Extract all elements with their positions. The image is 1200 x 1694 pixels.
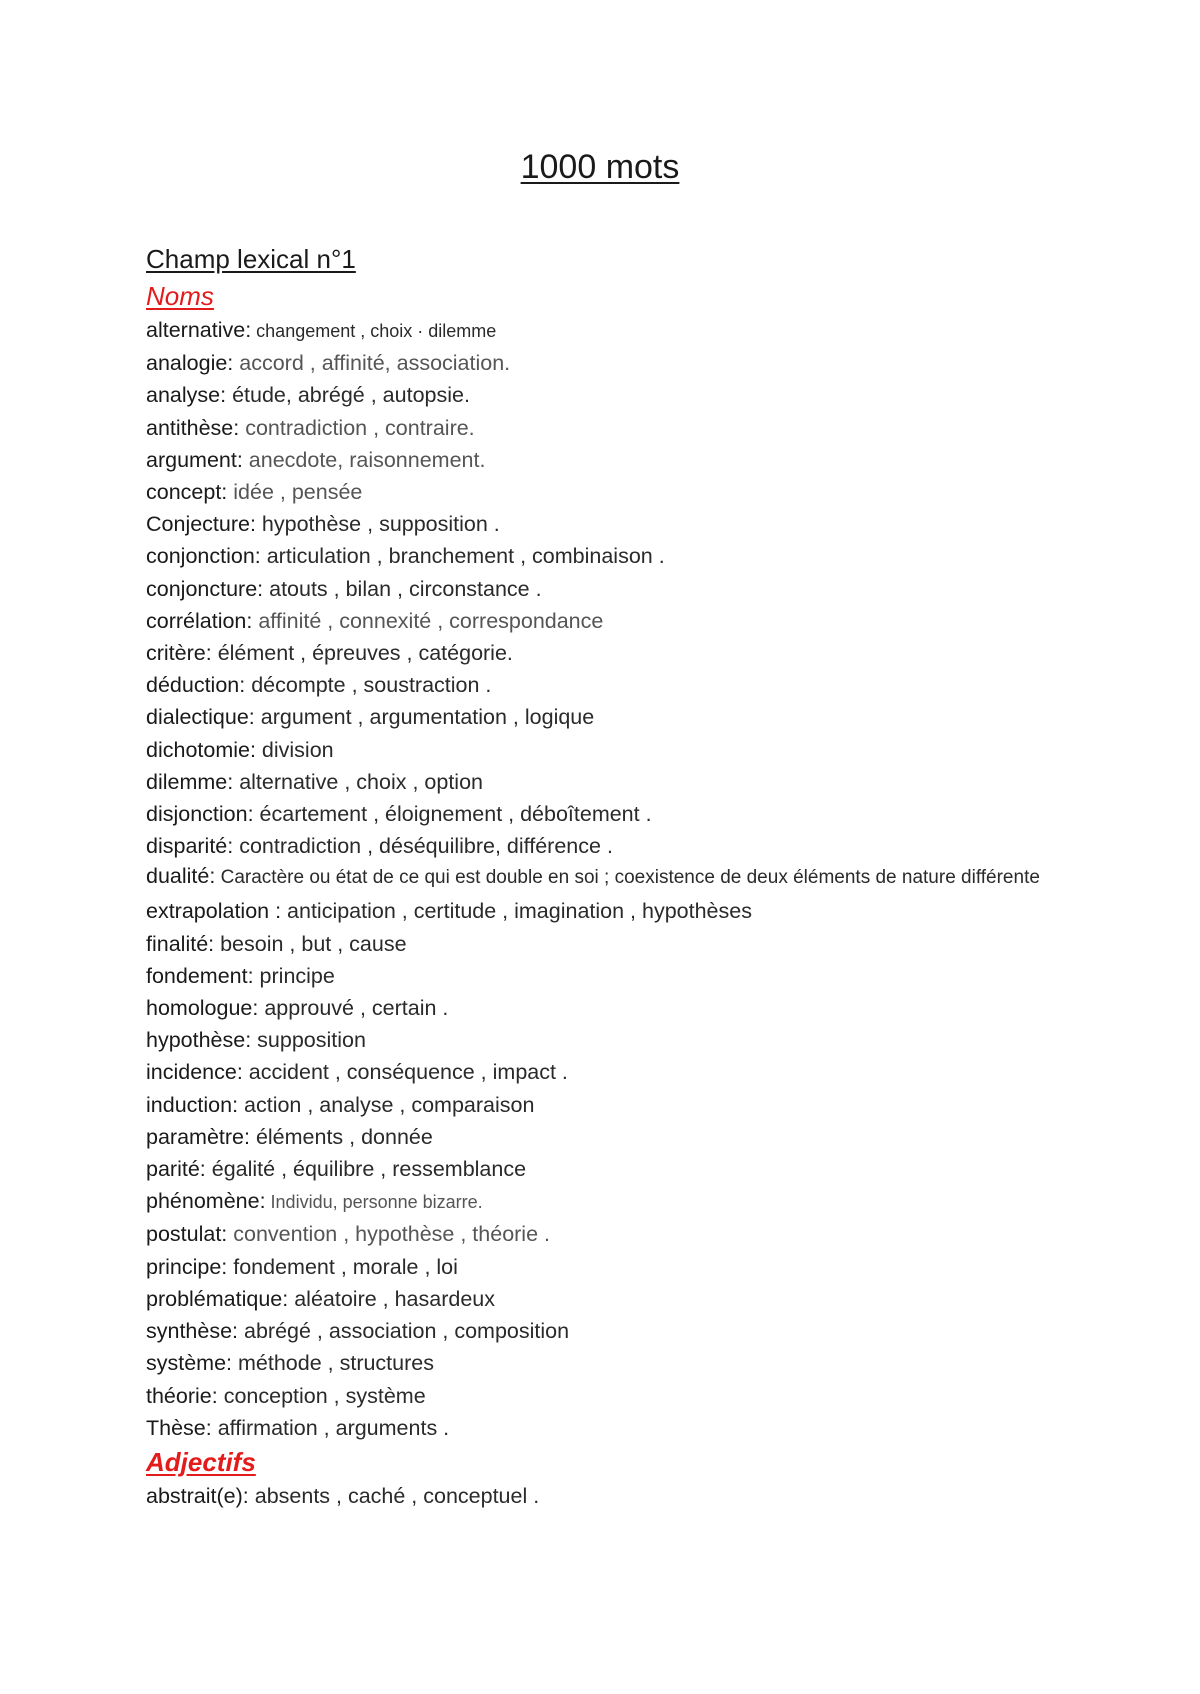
entry-definition: atouts , bilan , circonstance . <box>263 576 542 601</box>
list-item <box>146 1315 1076 1347</box>
entry-term: hypothèse: <box>146 1028 252 1053</box>
entry-definition: division <box>255 737 334 762</box>
entry-term: Conjecture: <box>146 512 256 537</box>
list-item <box>146 830 1076 862</box>
list-item <box>146 798 1076 830</box>
list-item <box>146 347 1076 379</box>
list-item <box>146 508 1076 540</box>
list-item <box>146 734 1076 766</box>
document-body <box>146 242 1076 1512</box>
category-heading-adjectifs: Adjectifs <box>146 1446 256 1477</box>
list-item <box>146 862 1076 895</box>
entry-term: conjoncture: <box>146 576 264 601</box>
entry-definition: méthode , structures <box>232 1351 434 1376</box>
entry-definition: élément , épreuves , catégorie. <box>211 641 513 666</box>
entry-term: postulat: <box>146 1222 228 1247</box>
section-heading: Champ lexical n°1 <box>146 244 356 274</box>
list-item <box>146 1347 1076 1379</box>
entry-definition: Caractère ou état de ce qui est double en soi ; coexistence de deux éléments de nature différente <box>215 867 1040 889</box>
entry-term: argument: <box>146 447 243 472</box>
entry-definition: abrégé , association , composition <box>238 1319 570 1344</box>
entry-term: parité: <box>146 1157 206 1182</box>
entry-term: disparité: <box>146 834 234 859</box>
entry-term: finalité: <box>146 931 215 956</box>
entry-definition: contradiction , contraire. <box>239 415 475 440</box>
entry-term: principe: <box>146 1254 228 1279</box>
entry-definition: éléments , donnée <box>249 1124 433 1149</box>
document-title: 1000 mots <box>520 148 680 186</box>
noms-list <box>146 314 1076 1444</box>
entry-term: analogie: <box>146 351 234 376</box>
entry-definition: affinité , connexité , correspondance <box>252 608 604 633</box>
list-item <box>146 379 1076 411</box>
entry-term: paramètre: <box>146 1124 250 1149</box>
entry-term: critère: <box>146 641 212 666</box>
entry-definition: anecdote, raisonnement. <box>242 447 486 472</box>
entry-definition: supposition <box>251 1028 366 1053</box>
entry-definition: égalité , équilibre , ressemblance <box>205 1157 527 1182</box>
entry-term: alternative: <box>146 318 252 342</box>
list-item <box>146 1089 1076 1121</box>
entry-term: problématique: <box>146 1286 289 1311</box>
entry-term: synthèse: <box>146 1319 239 1344</box>
adjectifs-list <box>146 1480 1076 1512</box>
list-item <box>146 895 1076 927</box>
list-item <box>146 314 1076 347</box>
entry-definition: besoin , but , cause <box>214 931 407 956</box>
entry-term: déduction: <box>146 673 246 698</box>
entry-term: extrapolation : <box>146 899 282 924</box>
entry-definition: contradiction , déséquilibre, différence . <box>233 834 613 859</box>
entry-definition: affirmation , arguments . <box>211 1415 450 1440</box>
list-item <box>146 573 1076 605</box>
list-item <box>146 1480 1076 1512</box>
entry-term: analyse: <box>146 383 227 408</box>
list-item <box>146 476 1076 508</box>
entry-definition: approuvé , certain . <box>258 996 449 1021</box>
list-item <box>146 1056 1076 1088</box>
entry-term: dualité: <box>146 864 216 889</box>
entry-definition: aléatoire , hasardeux <box>288 1286 496 1311</box>
entry-definition: fondement , morale , loi <box>227 1254 458 1279</box>
list-item <box>146 701 1076 733</box>
entry-term: fondement: <box>146 963 254 988</box>
list-item <box>146 1121 1076 1153</box>
entry-definition: hypothèse , supposition . <box>255 512 500 537</box>
entry-term: incidence: <box>146 1060 243 1085</box>
list-item <box>146 669 1076 701</box>
list-item <box>146 637 1076 669</box>
entry-definition: anticipation , certitude , imagination , hypothèses <box>281 899 752 924</box>
entry-definition: écartement , éloignement , déboîtement . <box>253 802 652 827</box>
entry-term: système: <box>146 1351 233 1376</box>
entry-term: conjonction: <box>146 544 261 569</box>
entry-definition: accident , conséquence , impact . <box>242 1060 568 1085</box>
list-item <box>146 412 1076 444</box>
list-item <box>146 1024 1076 1056</box>
entry-term: disjonction: <box>146 802 254 827</box>
entry-definition: conception , système <box>217 1383 426 1408</box>
entry-term: homologue: <box>146 996 259 1021</box>
category-heading-noms: Noms <box>146 281 214 311</box>
list-item <box>146 1153 1076 1185</box>
list-item <box>146 766 1076 798</box>
list-item <box>146 540 1076 572</box>
entry-term: abstrait(e): <box>146 1483 249 1508</box>
list-item <box>146 605 1076 637</box>
entry-definition: accord , affinité, association. <box>233 351 511 376</box>
entry-term: dichotomie: <box>146 737 256 762</box>
entry-term: Thèse: <box>146 1415 212 1440</box>
entry-definition: absents , caché , conceptuel . <box>248 1483 540 1508</box>
list-item <box>146 1283 1076 1315</box>
list-item <box>146 1380 1076 1412</box>
entry-term: dilemme: <box>146 769 234 794</box>
entry-definition: argument , argumentation , logique <box>254 705 595 730</box>
entry-term: phénomène: <box>146 1189 266 1214</box>
entry-definition: convention , hypothèse , théorie . <box>227 1222 550 1247</box>
list-item <box>146 1218 1076 1250</box>
entry-term: antithèse: <box>146 415 240 440</box>
list-item <box>146 1412 1076 1444</box>
entry-definition: changement , choix · dilemme <box>251 321 497 341</box>
list-item <box>146 960 1076 992</box>
list-item <box>146 1251 1076 1283</box>
list-item <box>146 992 1076 1024</box>
list-item <box>146 444 1076 476</box>
entry-term: dialectique: <box>146 705 255 730</box>
entry-definition: idée , pensée <box>227 480 363 505</box>
list-item <box>146 928 1076 960</box>
entry-definition: principe <box>253 963 335 988</box>
entry-definition: étude, abrégé , autopsie. <box>226 383 470 408</box>
entry-term: corrélation: <box>146 608 253 633</box>
entry-definition: Individu, personne bizarre. <box>265 1192 483 1213</box>
entry-definition: articulation , branchement , combinaison . <box>260 544 665 569</box>
entry-term: concept: <box>146 480 228 505</box>
entry-definition: action , analyse , comparaison <box>238 1092 535 1117</box>
entry-definition: décompte , soustraction . <box>245 673 492 698</box>
entry-definition: alternative , choix , option <box>233 769 483 794</box>
entry-term: induction: <box>146 1092 239 1117</box>
entry-term: théorie: <box>146 1383 218 1408</box>
list-item <box>146 1185 1076 1218</box>
